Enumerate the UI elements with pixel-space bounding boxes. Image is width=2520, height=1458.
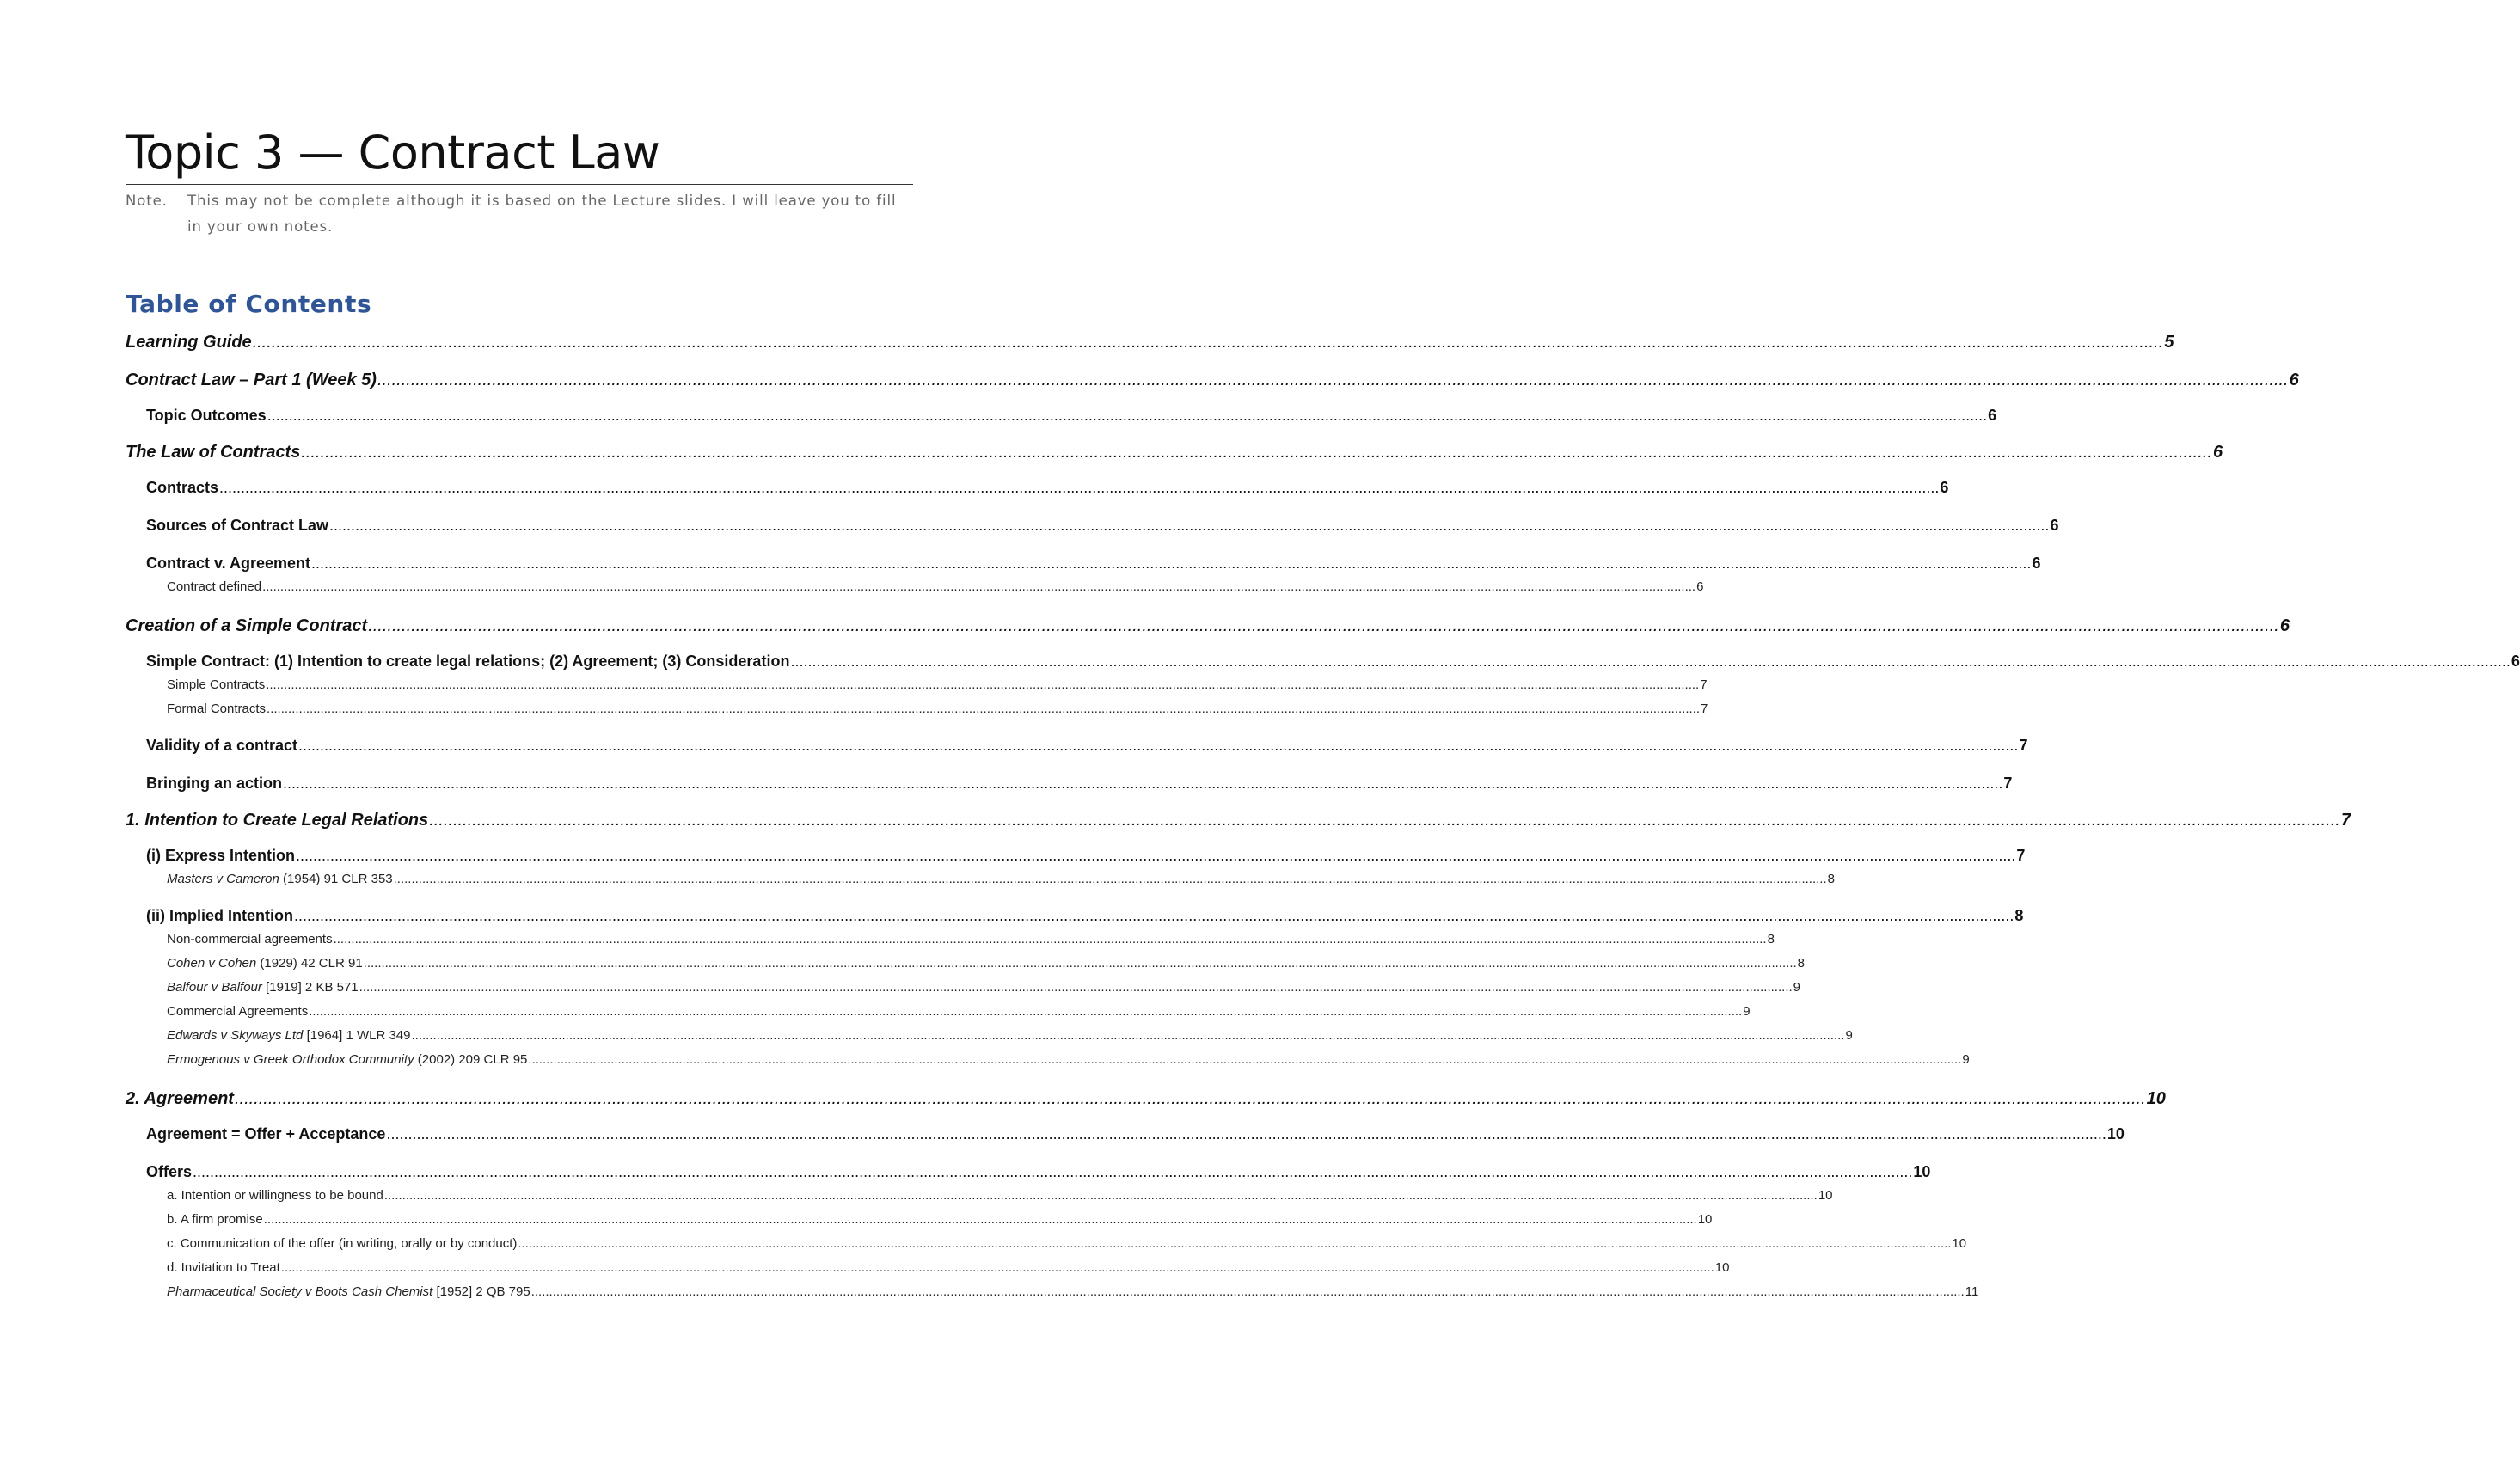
- toc-entry[interactable]: [126, 931, 1775, 948]
- dot-leader: ................................................................................................................................................................................................................................................................................................................................................................................................................: [309, 1004, 1743, 1019]
- toc-entry-text: [167, 1051, 527, 1069]
- toc-entry[interactable]: [126, 405, 1997, 426]
- toc-entry[interactable]: [126, 773, 2013, 793]
- dot-leader: ................................................................................................................................................................................................................................................................................................................................................................................................................: [219, 479, 1940, 496]
- toc-entry-text: (i) Express Intention: [146, 847, 296, 864]
- toc-entry-text: Offers: [146, 1163, 193, 1180]
- dot-leader: ................................................................................................................................................................................................................................................................................................................................................................................................................: [329, 517, 2050, 534]
- toc-page-number: 8: [1827, 872, 1835, 886]
- toc-page-number: 6: [2279, 616, 2290, 635]
- dot-leader: ................................................................................................................................................................................................................................................................................................................................................................................................................: [411, 1028, 1845, 1043]
- toc-entry[interactable]: [126, 441, 2223, 463]
- toc-entry-text: Creation of a Simple Contract: [126, 616, 368, 635]
- dot-leader: ................................................................................................................................................................................................................................................................................................................................................................................................................: [193, 1163, 1913, 1180]
- dot-leader: ................................................................................................................................................................................................................................................................................................................................................................................................................: [363, 956, 1797, 971]
- note-paragraph: [126, 188, 913, 240]
- toc-entry[interactable]: [126, 677, 1708, 694]
- toc-page-number: 10: [2146, 1089, 2166, 1108]
- case-name: Cohen v Cohen: [167, 956, 257, 971]
- toc-page-number: 9: [1962, 1052, 1970, 1067]
- toc-entry[interactable]: [126, 515, 2059, 536]
- toc-page-number: 10: [1697, 1212, 1713, 1227]
- toc-heading: Table of Contents: [126, 290, 372, 318]
- toc-page-number: 10: [1818, 1188, 1833, 1203]
- toc-entry[interactable]: [126, 1283, 1979, 1301]
- toc-entry-text: c. Communication of the offer (in writing, orally or by conduct): [167, 1236, 518, 1251]
- case-name: Masters v Cameron: [167, 872, 279, 886]
- toc-entry-text: a. Intention or willingness to be bound: [167, 1188, 383, 1203]
- toc-page-number: 7: [1700, 677, 1708, 692]
- dot-leader: ................................................................................................................................................................................................................................................................................................................................................................................................................: [252, 333, 2164, 352]
- toc-page-number: 7: [2016, 847, 2026, 864]
- dot-leader: ................................................................................................................................................................................................................................................................................................................................................................................................................: [530, 1284, 1965, 1299]
- case-name: Balfour v Balfour: [167, 980, 262, 995]
- case-name: Edwards v Skyways Ltd: [167, 1028, 304, 1043]
- toc-entry-text: Contracts: [146, 479, 219, 496]
- toc-entry[interactable]: [126, 1051, 1970, 1069]
- dot-leader: ................................................................................................................................................................................................................................................................................................................................................................................................................: [267, 407, 1988, 424]
- toc-page-number: 7: [2003, 775, 2013, 792]
- case-citation: (1929) 42 CLR 91: [256, 956, 363, 971]
- toc-page-number: 9: [1845, 1028, 1853, 1043]
- toc-page-number: 10: [1952, 1236, 1967, 1251]
- toc-page-number: 9: [1743, 1004, 1751, 1019]
- toc-page-number: 7: [2019, 737, 2028, 754]
- dot-leader: ................................................................................................................................................................................................................................................................................................................................................................................................................: [383, 1188, 1818, 1203]
- toc-entry-text: 1. Intention to Create Legal Relations: [126, 811, 429, 830]
- toc-entry[interactable]: [126, 1259, 1730, 1277]
- toc-page-number: 5: [2164, 333, 2174, 352]
- toc-page-number: 6: [2511, 652, 2520, 670]
- toc-entry-text: Commercial Agreements: [167, 1004, 309, 1019]
- toc-entry-text: b. A firm promise: [167, 1212, 263, 1227]
- toc-page-number: 9: [1793, 980, 1800, 995]
- toc-page-number: 8: [1797, 956, 1805, 971]
- toc-entry[interactable]: [126, 735, 2028, 756]
- toc-entry-text: [167, 1283, 530, 1301]
- toc-page-number: 6: [2289, 371, 2299, 389]
- dot-leader: ................................................................................................................................................................................................................................................................................................................................................................................................................: [298, 737, 2019, 754]
- case-citation: [1952] 2 QB 795: [432, 1284, 530, 1299]
- toc-page-number: 10: [1714, 1260, 1730, 1275]
- toc-entry[interactable]: [126, 477, 1949, 498]
- dot-leader: ................................................................................................................................................................................................................................................................................................................................................................................................................: [296, 847, 2016, 864]
- dot-leader: ................................................................................................................................................................................................................................................................................................................................................................................................................: [280, 1260, 1714, 1275]
- case-citation: (2002) 209 CLR 95: [414, 1052, 528, 1067]
- toc-page-number: 6: [1696, 579, 1704, 594]
- toc-page-number: 6: [1988, 407, 1997, 424]
- case-citation: [1919] 2 KB 571: [261, 980, 359, 995]
- toc-page-number: 8: [2014, 907, 2024, 924]
- dot-leader: ................................................................................................................................................................................................................................................................................................................................................................................................................: [293, 907, 2014, 924]
- dot-leader: ................................................................................................................................................................................................................................................................................................................................................................................................................: [283, 775, 2003, 792]
- toc-entry-text: Simple Contracts: [167, 677, 266, 692]
- dot-leader: ................................................................................................................................................................................................................................................................................................................................................................................................................: [359, 980, 1793, 995]
- dot-leader: ................................................................................................................................................................................................................................................................................................................................................................................................................: [262, 579, 1696, 594]
- case-name: Ermogenous v Greek Orthodox Community: [167, 1052, 414, 1067]
- dot-leader: ................................................................................................................................................................................................................................................................................................................................................................................................................: [429, 811, 2340, 830]
- toc-entry-text: The Law of Contracts: [126, 443, 301, 462]
- toc-page-number: 6: [1940, 479, 1949, 496]
- toc-entry[interactable]: [126, 651, 2520, 671]
- toc-entry[interactable]: [126, 979, 1800, 996]
- toc-entry-text: Contract Law – Part 1 (Week 5): [126, 371, 377, 389]
- toc-entry[interactable]: [126, 1027, 1853, 1044]
- note-label: Note.: [126, 193, 168, 209]
- toc-entry-text: Bringing an action: [146, 775, 283, 792]
- toc-page-number: 6: [2213, 443, 2223, 462]
- dot-leader: ................................................................................................................................................................................................................................................................................................................................................................................................................: [311, 554, 2032, 572]
- table-of-contents: [126, 331, 2520, 1301]
- toc-entry[interactable]: [126, 579, 1704, 596]
- case-citation: (1954) 91 CLR 353: [279, 872, 393, 886]
- dot-leader: ................................................................................................................................................................................................................................................................................................................................................................................................................: [518, 1236, 1952, 1251]
- toc-page-number: 10: [1913, 1163, 1931, 1180]
- toc-page-number: 6: [2050, 517, 2059, 534]
- toc-entry-text: [167, 1027, 410, 1044]
- toc-entry[interactable]: [126, 369, 2299, 391]
- toc-page-number: 11: [1965, 1284, 1979, 1299]
- toc-entry-text: Learning Guide: [126, 333, 252, 352]
- toc-page-number: 8: [1767, 932, 1775, 946]
- page-content: [126, 126, 2520, 1301]
- toc-entry[interactable]: [126, 1161, 1931, 1182]
- toc-entry[interactable]: [126, 871, 1835, 888]
- case-citation: [1964] 1 WLR 349: [303, 1028, 411, 1043]
- toc-entry-text: Simple Contract: (1) Intention to create legal relations; (2) Agreement; (3) Consideration: [146, 652, 790, 670]
- toc-entry[interactable]: [126, 1087, 2166, 1110]
- toc-entry[interactable]: [126, 553, 2041, 573]
- dot-leader: ................................................................................................................................................................................................................................................................................................................................................................................................................: [267, 701, 1701, 716]
- toc-entry[interactable]: [126, 905, 2024, 926]
- toc-entry-text: 2. Agreement: [126, 1089, 234, 1108]
- case-name: Pharmaceutical Society v Boots Cash Chemist: [167, 1284, 433, 1299]
- toc-entry-text: d. Invitation to Treat: [167, 1260, 280, 1275]
- dot-leader: ................................................................................................................................................................................................................................................................................................................................................................................................................: [393, 872, 1827, 886]
- toc-entry-text: (ii) Implied Intention: [146, 907, 293, 924]
- toc-entry[interactable]: [126, 1235, 1967, 1253]
- toc-entry-text: Topic Outcomes: [146, 407, 267, 424]
- toc-entry-text: Sources of Contract Law: [146, 517, 329, 534]
- toc-entry-text: Agreement = Offer + Acceptance: [146, 1125, 386, 1143]
- toc-entry[interactable]: [126, 809, 2351, 831]
- dot-leader: ................................................................................................................................................................................................................................................................................................................................................................................................................: [301, 443, 2213, 462]
- dot-leader: ................................................................................................................................................................................................................................................................................................................................................................................................................: [333, 932, 1767, 946]
- dot-leader: ................................................................................................................................................................................................................................................................................................................................................................................................................: [528, 1052, 1962, 1067]
- toc-entry-text: Contract defined: [167, 579, 262, 594]
- toc-entry[interactable]: [126, 1003, 1751, 1020]
- toc-entry[interactable]: [126, 1187, 1833, 1204]
- dot-leader: ................................................................................................................................................................................................................................................................................................................................................................................................................: [234, 1089, 2146, 1108]
- toc-entry[interactable]: [126, 701, 1708, 718]
- toc-entry[interactable]: [126, 1124, 2125, 1144]
- toc-entry[interactable]: [126, 615, 2290, 637]
- toc-entry-text: Non-commercial agreements: [167, 932, 333, 946]
- toc-entry[interactable]: [126, 331, 2174, 353]
- toc-entry-text: Validity of a contract: [146, 737, 298, 754]
- toc-page-number: 10: [2106, 1125, 2125, 1143]
- dot-leader: ................................................................................................................................................................................................................................................................................................................................................................................................................: [377, 371, 2289, 389]
- dot-leader: ................................................................................................................................................................................................................................................................................................................................................................................................................: [790, 652, 2511, 670]
- toc-entry[interactable]: [126, 1211, 1713, 1228]
- toc-entry-text: [167, 871, 393, 888]
- note-text: This may not be complete although it is based on the Lecture slides. I will leave you to fill in your own notes.: [187, 193, 897, 235]
- toc-entry-text: Contract v. Agreement: [146, 554, 311, 572]
- toc-entry-text: [167, 955, 363, 972]
- toc-entry-text: [167, 979, 359, 996]
- toc-page-number: 7: [2340, 811, 2351, 830]
- toc-entry[interactable]: [126, 845, 2026, 866]
- toc-entry-text: Formal Contracts: [167, 701, 267, 716]
- dot-leader: ................................................................................................................................................................................................................................................................................................................................................................................................................: [386, 1125, 2106, 1143]
- dot-leader: ................................................................................................................................................................................................................................................................................................................................................................................................................: [263, 1212, 1697, 1227]
- document-title: Topic 3 — Contract Law: [126, 126, 913, 185]
- dot-leader: ................................................................................................................................................................................................................................................................................................................................................................................................................: [368, 616, 2279, 635]
- toc-page-number: 6: [2032, 554, 2041, 572]
- toc-entry[interactable]: [126, 955, 1805, 972]
- dot-leader: ................................................................................................................................................................................................................................................................................................................................................................................................................: [266, 677, 1700, 692]
- toc-page-number: 7: [1701, 701, 1708, 716]
